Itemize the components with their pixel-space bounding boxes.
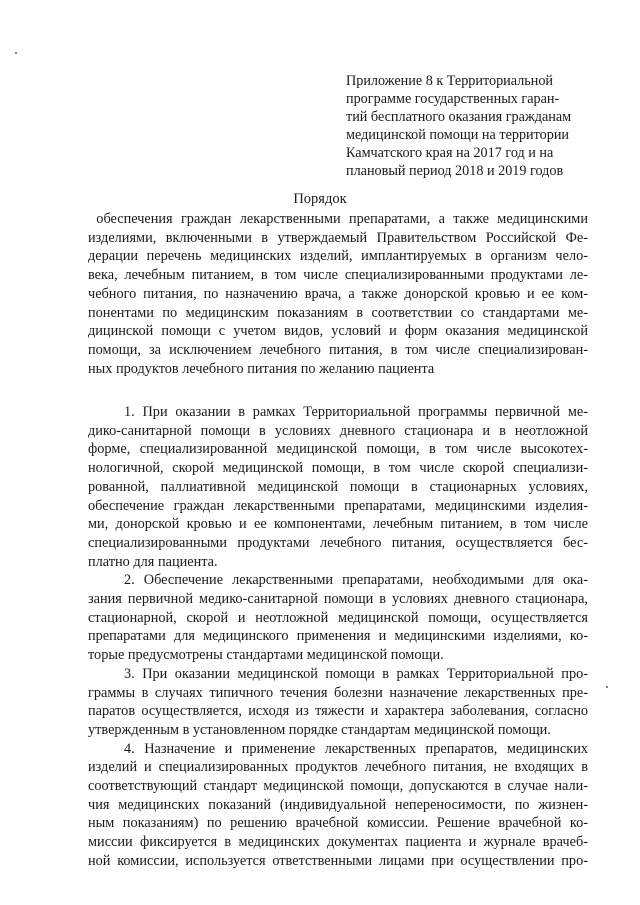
subtitle-line: помощи, за исключением лечебного питания, в том числе специализирован- (88, 341, 588, 358)
paragraph-line: 4. Назначение и применение лекарственных препаратов, медицинских (124, 740, 588, 757)
appendix-line: плановый период 2018 и 2019 годов (346, 163, 564, 179)
paragraph-line: чия медицинских показаний (индивидуальной непереносимости, по жизнен- (88, 796, 588, 813)
paragraph-line: дико-санитарной помощи в условиях дневного стационара и в неотложной (88, 422, 588, 439)
paragraph-line: торые предусмотрены стандартами медицинской помощи. (88, 647, 444, 664)
subtitle-line: дицинской помощи с учетом видов, условий и форм оказания медицинской (88, 323, 588, 340)
document-subtitle (88, 210, 588, 378)
paragraph-line: граммы в случаях типичного течения болезни назначение лекарственных пре- (88, 684, 588, 701)
paragraph-line: изделий и специализированных продуктов лечебного питания, не входящих в (88, 759, 588, 776)
subtitle-line: обеспечения граждан лекарственными препаратами, а также медицинскими (88, 211, 588, 227)
paragraph-line: ной комиссии, используется ответственными лицами при осуществлении про- (88, 852, 588, 869)
paragraph-line: препаратами для медицинского применения и медицинскими изделиями, ко- (88, 628, 588, 645)
paragraph-line: 2. Обеспечение лекарственными препаратами, необходимыми для ока- (124, 572, 588, 589)
paragraph-4 (88, 740, 588, 871)
subtitle-line: века, лечебным питанием, в том числе специализированными продуктами ле- (88, 267, 588, 284)
appendix-line: Приложение 8 к Территориальной (346, 73, 554, 89)
paragraph-line: соответствующий стандарт медицинской помощи, допускаются в случае нали- (88, 778, 588, 795)
appendix-line: медицинской помощи на территории (346, 127, 570, 143)
scan-speck (15, 52, 17, 54)
paragraph-line: утвержденным в установленном порядке стандартам медицинской помощи. (88, 721, 551, 738)
paragraph-line: 3. При оказании медицинской помощи в рамках Территориальной про- (124, 665, 588, 682)
paragraph-line: обеспечение граждан лекарственными препаратами, медицинскими изделия- (88, 497, 588, 514)
scan-speck (606, 686, 608, 688)
paragraph-2 (88, 571, 588, 665)
paragraph-line: паратов осуществляется, исходя из тяжести и характера заболевания, согласно (88, 703, 588, 720)
paragraph-line: ми, донорской кровью и ее компонентами, лечебным питанием, в том числе (88, 516, 588, 533)
subtitle-line: дерации перечень медицинских изделий, имплантируемых в организм чело- (88, 248, 588, 265)
paragraph-line: стационарной, скорой и неотложной медицинской помощи, осуществляется (88, 609, 588, 626)
paragraph-line: рованной, паллиативной медицинской помощи в стационарных условиях, (88, 478, 588, 495)
paragraph-line: нологичной, скорой медицинской помощи, в том числе скорой специализи- (88, 460, 588, 477)
paragraph-line: 1. При оказании в рамках Территориальной программы первичной ме- (124, 404, 588, 420)
paragraph-1 (88, 403, 588, 571)
subtitle-line: понентами по медицинским показаниям в соответствии со стандартами ме- (88, 304, 588, 321)
document-heading: Порядок (293, 191, 347, 207)
subtitle-line: чебного питания, по назначению врача, а также донорской кровью и ее ком- (88, 285, 588, 302)
paragraph-line: специализированными продуктами лечебного питания, осуществляется бес- (88, 534, 588, 551)
paragraph-line: платно для пациента. (88, 553, 218, 570)
subtitle-line: изделиями, включенными в утверждаемый Правительством Российской Фе- (88, 229, 588, 246)
paragraph-line: зания первичной медико-санитарной помощи в условиях дневного стационара, (88, 591, 588, 608)
paragraph-line: ным показаниям) по решению врачебной комиссии. Решение врачебной ко- (88, 815, 588, 832)
subtitle-line: ных продуктов лечебного питания по желанию пациента (88, 360, 435, 377)
paragraph-3 (88, 665, 588, 740)
appendix-note (346, 72, 616, 180)
appendix-line: программе государственных гаран- (346, 91, 560, 107)
paragraph-line: миссии фиксируется в медицинских документах пациента и журнале врачеб- (88, 834, 588, 851)
document-body (88, 403, 588, 871)
paragraph-line: форме, специализированной медицинской помощи, в том числе высокотех- (88, 441, 588, 458)
appendix-line: тий бесплатного оказания гражданам (346, 109, 572, 125)
appendix-line: Камчатского края на 2017 год и на (346, 145, 554, 161)
